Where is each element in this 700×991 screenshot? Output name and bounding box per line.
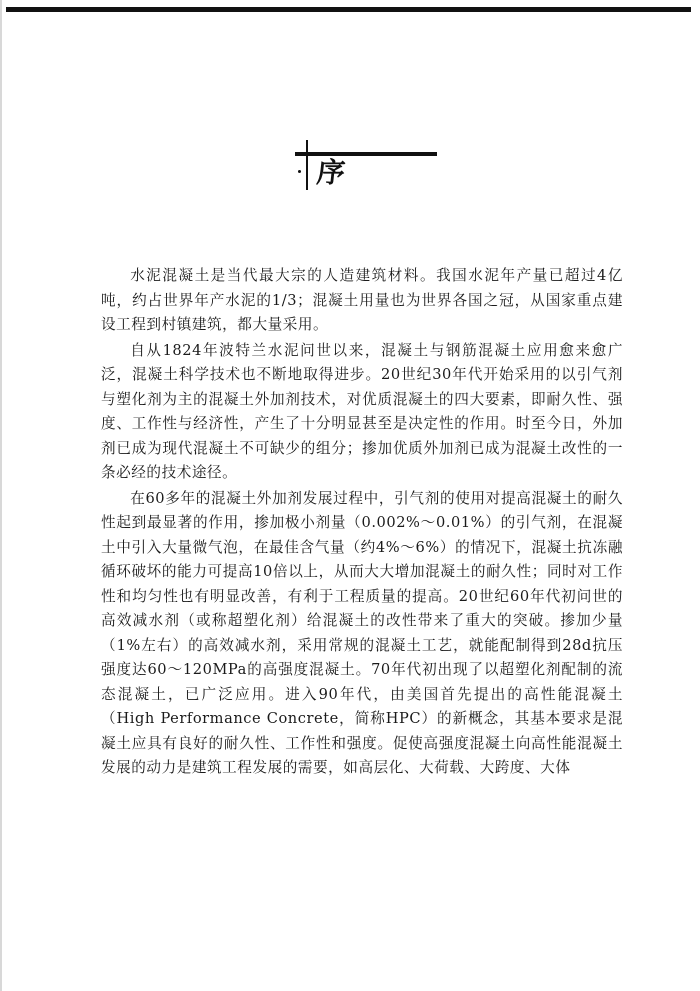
heading-vertical-rule bbox=[306, 140, 308, 190]
preface-heading bbox=[295, 140, 445, 200]
page-left-edge bbox=[0, 0, 2, 991]
top-rule bbox=[6, 7, 691, 12]
body-text bbox=[101, 264, 623, 781]
paragraph-1: 水泥混凝土是当代最大宗的人造建筑材料。我国水泥年产量已超过4亿吨，约占世界年产水泥的1/3；混凝土用量也为世界各国之冠，从国家重点建设工程到村镇建筑，都大量采用。 bbox=[101, 267, 623, 333]
paragraph-3: 在60多年的混凝土外加剂发展过程中，引气剂的使用对提高混凝土的耐久性起到最显著的作用，掺加极小剂量（0.002%～0.01%）的引气剂，在混凝土中引入大量微气泡，在最佳含气量（约4%～6%）的情况下，混凝土抗冻融循环破坏的能力可提高10倍以上，从而大大增加混凝土的耐久性；同时对工作性和均匀性也有明显改善，有利于工程质量的提高。20世纪60年代初问世的高效减水剂（或称超塑化剂）给混凝土的改性带来了重大的突破。掺加少量（1%左右）的高效减水剂，采用常规的混凝土工艺，就能配制得到28d抗压强度达60～120MPa的高强度混凝土。70年代初出现了以超塑化剂配制的流态混凝土，已广泛应用。进入90年代，由美国首先提出的高性能混凝土（High Performance Concrete，简称HPC）的新概念，其基本要求是混凝土应具有良好的耐久性、工作性和强度。促使高强度混凝土向高性能混凝土发展的动力是建筑工程发展的需要，如高层化、大荷载、大跨度、大体 bbox=[101, 489, 624, 776]
heading-dot bbox=[298, 170, 301, 173]
paragraph-2: 自从1824年波特兰水泥问世以来，混凝土与钢筋混凝土应用愈来愈广泛，混凝土科学技术也不断地取得进步。20世纪30年代开始采用的以引气剂与塑化剂为主的混凝土外加剂技术，对优质混凝土的四大要素，即耐久性、强度、工作性与经济性，产生了十分明显甚至是决定性的作用。时至今日，外加剂已成为现代混凝土不可缺少的组分；掺加优质外加剂已成为混凝土改性的一条必经的技术途径。 bbox=[101, 341, 623, 481]
heading-horizontal-rule bbox=[295, 152, 437, 156]
heading-title: 序 bbox=[315, 156, 348, 189]
